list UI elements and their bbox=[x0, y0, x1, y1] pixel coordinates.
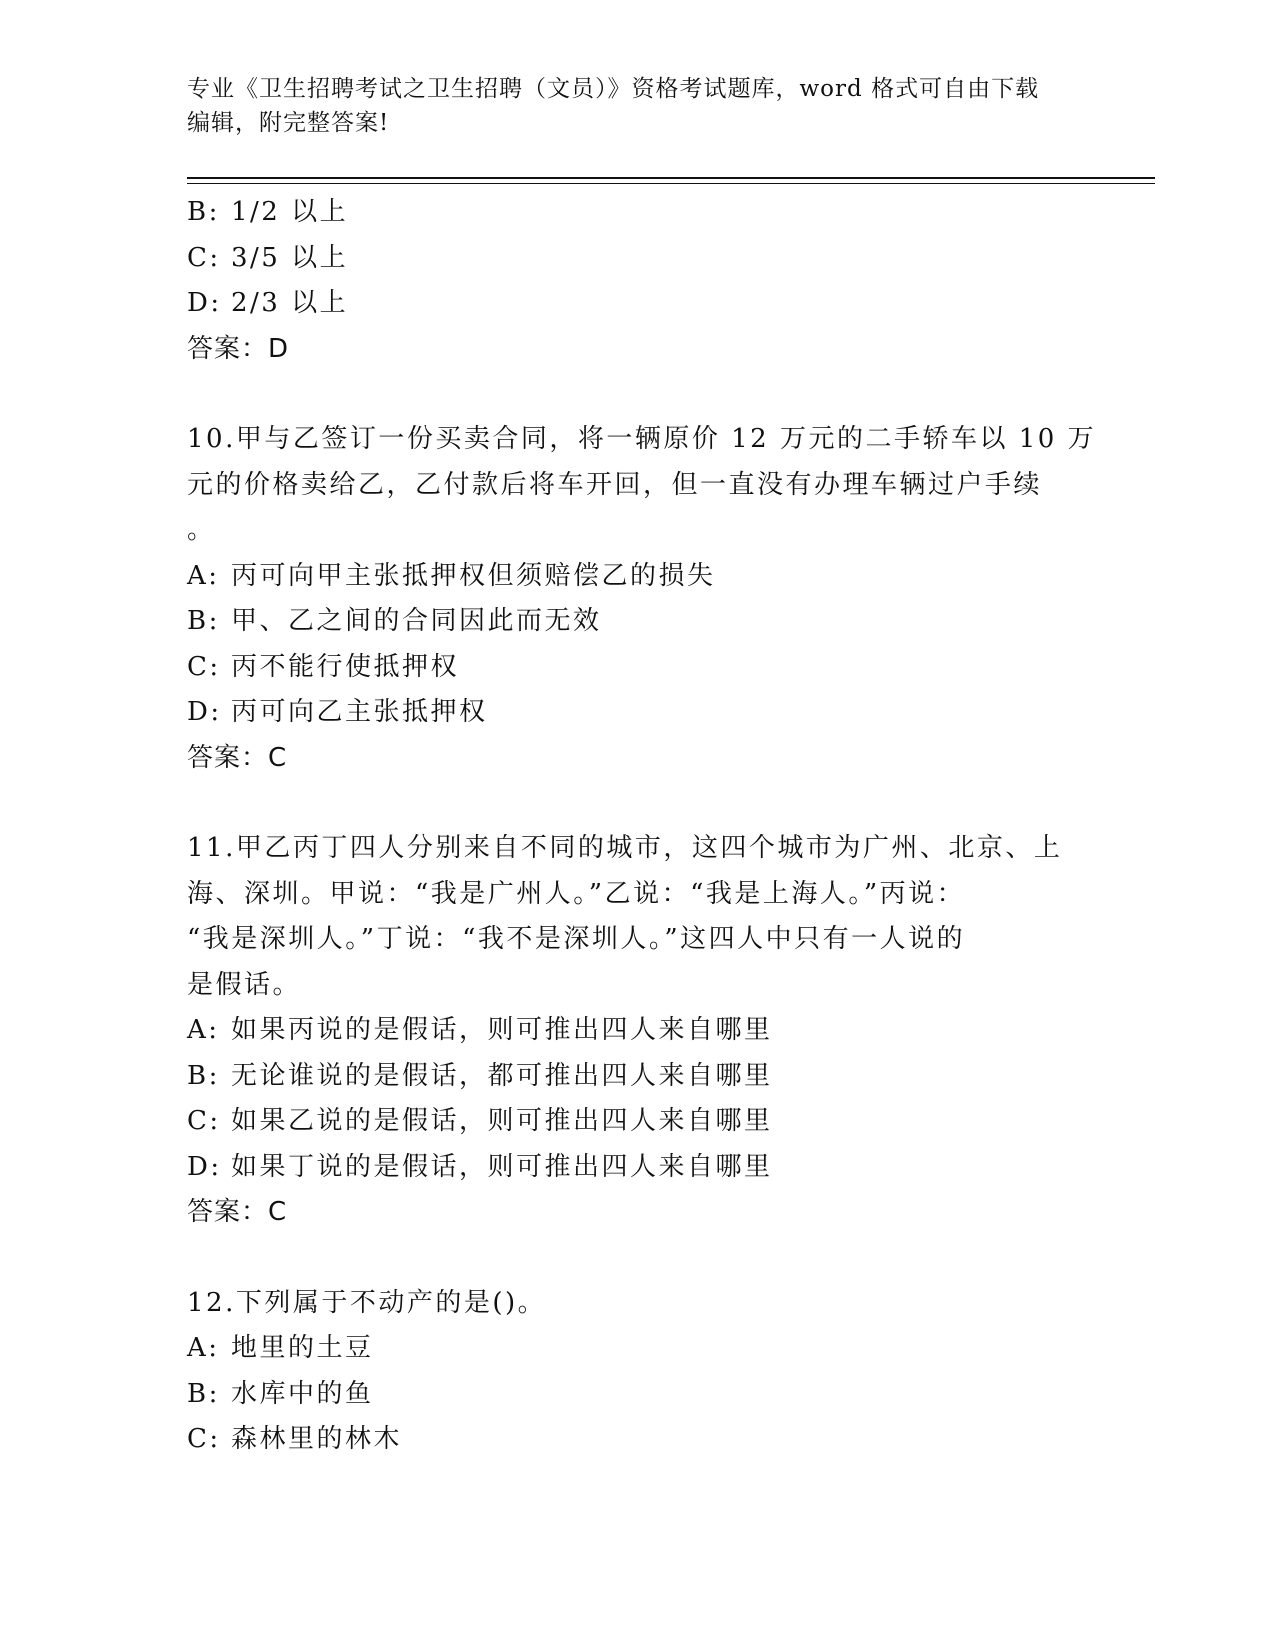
option-label: B: bbox=[187, 1378, 220, 1409]
option-text: 丙不能行使抵押权 bbox=[231, 651, 460, 682]
option-label: A: bbox=[187, 1333, 220, 1363]
question-text-line: 12.下列属于不动产的是()。 bbox=[187, 1287, 547, 1318]
header-divider-thin bbox=[187, 183, 1155, 184]
option-text: 水库中的鱼 bbox=[231, 1378, 374, 1409]
option-c bbox=[187, 236, 1087, 282]
option-a bbox=[187, 1326, 1087, 1372]
question-text-line: 元的价格卖给乙，乙付款后将车开回，但一直没有办理车辆过户手续 bbox=[187, 469, 1043, 500]
header-divider bbox=[187, 177, 1155, 179]
option-c bbox=[187, 1417, 1087, 1463]
option-a bbox=[187, 554, 1087, 600]
option-b bbox=[187, 1372, 1087, 1418]
question-text-line: “我是深圳人。”丁说：“我不是深圳人。”这四人中只有一人说的 bbox=[187, 924, 966, 954]
option-text: 如果乙说的是假话，则可推出四人来自哪里 bbox=[231, 1106, 773, 1136]
question-9 bbox=[187, 190, 1087, 372]
option-d bbox=[187, 1145, 1087, 1191]
question-10 bbox=[187, 417, 1097, 781]
question-12 bbox=[187, 1281, 1087, 1463]
answer-line: 答案：D bbox=[187, 333, 290, 364]
option-a bbox=[187, 1008, 1087, 1054]
option-text: 1/2 以上 bbox=[231, 197, 349, 227]
question-content bbox=[187, 190, 1097, 1463]
option-label: D: bbox=[187, 1151, 222, 1182]
question-text-line: 11.甲乙丙丁四人分别来自不同的城市，这四个城市为广州、北京、上 bbox=[187, 833, 1063, 863]
answer-line: 答案：C bbox=[187, 1197, 288, 1227]
option-c bbox=[187, 1099, 1087, 1145]
option-label: C: bbox=[187, 1424, 221, 1454]
option-label: D: bbox=[187, 288, 222, 318]
option-text: 丙可向乙主张抵押权 bbox=[231, 697, 488, 727]
option-text: 2/3 以上 bbox=[231, 288, 349, 318]
option-label: C: bbox=[187, 242, 221, 273]
option-label: A: bbox=[187, 560, 220, 591]
option-label: C: bbox=[187, 1106, 221, 1136]
option-label: C: bbox=[187, 651, 221, 682]
option-text: 如果丁说的是假话，则可推出四人来自哪里 bbox=[231, 1151, 773, 1182]
question-text-line: 海、深圳。甲说：“我是广州人。”乙说：“我是上海人。”丙说： bbox=[187, 878, 966, 909]
option-d bbox=[187, 281, 1087, 327]
option-text: 甲、乙之间的合同因此而无效 bbox=[231, 606, 602, 636]
option-text: 3/5 以上 bbox=[231, 242, 349, 273]
option-text: 丙可向甲主张抵押权但须赔偿乙的损失 bbox=[231, 560, 716, 591]
option-b bbox=[187, 190, 1087, 236]
option-label: B: bbox=[187, 1060, 220, 1091]
header-line-2: 编辑，附完整答案! bbox=[187, 110, 390, 136]
option-label: D: bbox=[187, 697, 222, 727]
answer-line: 答案：C bbox=[187, 742, 288, 773]
option-text: 森林里的林木 bbox=[231, 1424, 403, 1454]
option-label: B: bbox=[187, 197, 220, 227]
question-text-line: 。 bbox=[187, 515, 216, 545]
option-b bbox=[187, 1054, 1087, 1100]
option-label: A: bbox=[187, 1015, 220, 1045]
header-line-1: 专业《卫生招聘考试之卫生招聘（文员）》资格考试题库，word 格式可自由下载 bbox=[187, 76, 1040, 102]
option-text: 地里的土豆 bbox=[231, 1333, 374, 1363]
option-c bbox=[187, 645, 1087, 691]
page-header bbox=[187, 72, 1067, 140]
question-11 bbox=[187, 826, 1087, 1236]
option-label: B: bbox=[187, 606, 220, 636]
option-text: 如果丙说的是假话，则可推出四人来自哪里 bbox=[231, 1015, 773, 1045]
question-text-line: 10.甲与乙签订一份买卖合同，将一辆原价 12 万元的二手轿车以 10 万 bbox=[187, 424, 1097, 454]
option-b bbox=[187, 599, 1087, 645]
option-text: 无论谁说的是假话，都可推出四人来自哪里 bbox=[231, 1060, 773, 1091]
question-text-line: 是假话。 bbox=[187, 969, 302, 1000]
option-d bbox=[187, 690, 1087, 736]
